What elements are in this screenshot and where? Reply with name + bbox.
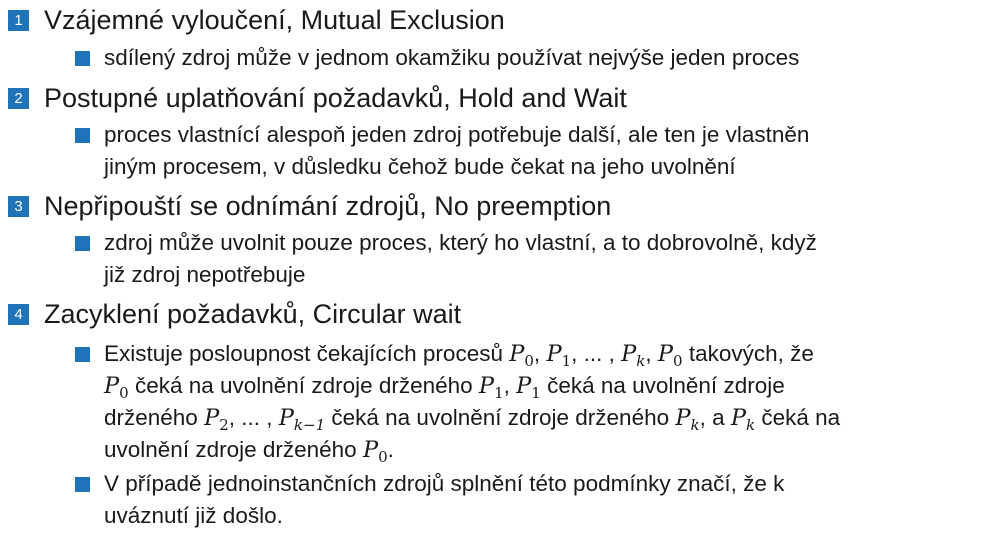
- square-bullet-icon: [75, 477, 90, 492]
- definition-line-2: $P_0$ čeká na uvolnění zdroje drženého $P_1$, $P_1$ čeká na uvolnění zdroje: [104, 373, 785, 402]
- number-badge-3: 3: [8, 196, 29, 217]
- definition-line-1: Existuje posloupnost čekajících procesů $P_0$, $P_1$, ... , $P_k$, $P_0$ takových, že: [104, 341, 814, 370]
- definition-line-3: drženého $P_2$, ... , $P_{k-1}$ čeká na uvolnění zdroje drženého $P_k$, a $P_k$ čeká na: [104, 405, 841, 434]
- condition-heading-3: Nepřipouští se odnímání zdrojů, No preemption: [44, 191, 612, 221]
- condition-heading-1: Vzájemné vyloučení, Mutual Exclusion: [44, 5, 505, 35]
- sub-bullet-text: sdílený zdroj může v jednom okamžiku používat nejvýše jeden proces: [104, 45, 800, 70]
- definition-line-4: uvolnění zdroje drženého $P_0$.: [104, 437, 394, 466]
- condition-heading-4: Zacyklení požadavků, Circular wait: [44, 299, 462, 329]
- square-bullet-icon: [75, 236, 90, 251]
- sub-bullet-text-line-1: zdroj může uvolnit pouze proces, který ho vlastní, a to dobrovolně, když: [104, 230, 817, 255]
- sub-bullet-text-line-2: již zdroj nepotřebuje: [104, 262, 306, 287]
- condition-heading-2: Postupné uplatňování požadavků, Hold and Wait: [44, 83, 627, 113]
- number-badge-2: 2: [8, 88, 29, 109]
- sub-bullet-text-line-1: proces vlastnící alespoň jeden zdroj potřebuje další, ale ten je vlastněn: [104, 122, 810, 147]
- square-bullet-icon: [75, 51, 90, 66]
- square-bullet-icon: [75, 128, 90, 143]
- square-bullet-icon: [75, 347, 90, 362]
- sub-bullet-text-line-2: uváznutí již došlo.: [104, 503, 283, 528]
- sub-bullet-text-line-2: jiným procesem, v důsledku čehož bude čekat na jeho uvolnění: [104, 154, 736, 179]
- number-badge-4: 4: [8, 304, 29, 325]
- sub-bullet-text-line-1: V případě jednoinstančních zdrojů splnění této podmínky značí, že k: [104, 471, 785, 496]
- number-badge-1: 1: [8, 10, 29, 31]
- circular-wait-definition: [104, 338, 982, 466]
